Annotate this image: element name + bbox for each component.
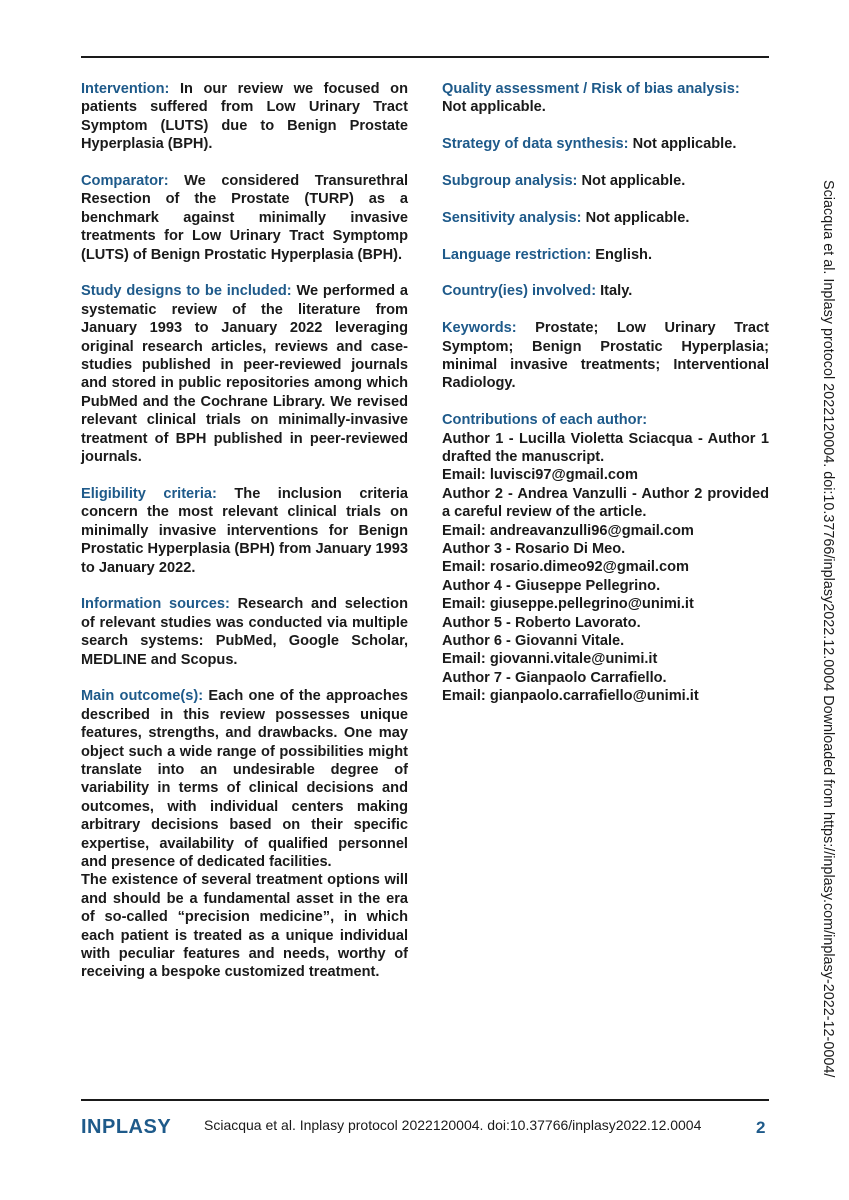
contributions-section [442, 411, 769, 706]
study-designs-text: We performed a systematic review of the literature from January 1993 to January 2022 leveraging original research articles, reviews and case-studies published in peer-reviewed journals and stored in public repositories among which PubMed and the Cochrane Library. We revised relevant clinical trials on minimally-invasive treatment of BPH published in peer-reviewed journals. [81, 283, 408, 466]
intervention-text: In our review we focused on patients suffered from Low Urinary Tract Symptom (LUTS) due to Benign Prostate Hyperplasia (BPH). [81, 81, 408, 153]
quality-label: Quality assessment / Risk of bias analysis: [442, 81, 740, 97]
language-text: English. [595, 246, 653, 263]
left-column [81, 80, 408, 982]
subgroup-section [442, 172, 769, 190]
language-label: Language restriction: [442, 246, 592, 263]
country-section [442, 282, 769, 300]
author-email: Email: giovanni.vitale@unimi.it [442, 651, 658, 668]
strategy-section [442, 135, 769, 153]
comparator-text: We considered Transurethral Resection of the Prostate (TURP) as a benchmark against minimally invasive treatments for Low Urinary Tract Symptomp (LUTS) of Benign Prostatic Hyperplasia (BPH). [81, 173, 408, 263]
language-section [442, 246, 769, 264]
author-email: Email: rosario.dimeo92@gmail.com [442, 559, 689, 576]
page-number: 2 [756, 1118, 766, 1137]
study-designs-section [81, 282, 408, 466]
country-label: Country(ies) involved: [442, 283, 597, 300]
header-rule [81, 56, 769, 58]
eligibility-label: Eligibility criteria: [81, 485, 217, 502]
author-line: Author 3 - Rosario Di Meo. [442, 541, 626, 558]
author-email: Email: andreavanzulli96@gmail.com [442, 522, 694, 539]
right-column [442, 80, 769, 706]
author-line: Author 2 - Andrea Vanzulli - Author 2 provided a careful review of the article. [442, 485, 769, 521]
intervention-label: Intervention: [81, 81, 170, 97]
author-line: Author 6 - Giovanni Vitale. [442, 633, 625, 650]
comparator-section [81, 172, 408, 264]
keywords-text: Prostate; Low Urinary Tract Symptom; Benign Prostatic Hyperplasia; minimal invasive treatments; Interventional Radiology. [442, 320, 769, 392]
sensitivity-label: Sensitivity analysis: [442, 209, 582, 226]
author-email: Email: giuseppe.pellegrino@unimi.it [442, 596, 694, 613]
keywords-label: Keywords: [442, 320, 517, 337]
side-download-notice [818, 180, 838, 1080]
strategy-text: Not applicable. [632, 136, 737, 153]
main-outcomes-continued: The existence of several treatment options will and should be a fundamental asset in the era of so-called “precision medicine”, in which each patient is treated as a unique individual with peculiar features and needs, worthy of receiving a bespoke customized treatment. [81, 872, 408, 981]
contributions-label: Contributions of each author: [442, 412, 648, 429]
eligibility-text: The inclusion criteria concern the most relevant clinical trials on minimally invasive interventions for Benign Prostatic Hyperplasia (BPH) from January 1993 to January 2022. [81, 485, 408, 576]
quality-text: Not applicable. [442, 99, 546, 116]
footer-brand: INPLASY [81, 1116, 172, 1138]
information-sources-text: Research and selection of relevant studies was conducted via multiple search systems: PubMed, Google Scholar, MEDLINE and Scopus. [81, 596, 408, 668]
main-outcomes-label: Main outcome(s): [81, 688, 204, 705]
main-outcomes-text: Each one of the approaches described in this review possesses unique features, strengths, and drawbacks. One may object such a wide range of possibilities might translate into an undesirable degree of variability in terms of clinical decisions and outcomes, with individual centers making arbitrary decisions based on their specific expertise, availability of qualified personnel and presence of dedicated facilities. [81, 688, 408, 870]
sensitivity-text: Not applicable. [585, 209, 690, 226]
subgroup-text: Not applicable. [581, 173, 686, 189]
intervention-section [81, 80, 408, 154]
strategy-label: Strategy of data synthesis: [442, 136, 629, 153]
sensitivity-section [442, 209, 769, 227]
keywords-section [442, 319, 769, 393]
main-outcomes-section [81, 687, 408, 871]
author-email: Email: gianpaolo.carrafiello@unimi.it [442, 688, 699, 705]
author-line: Author 5 - Roberto Lavorato. [442, 614, 641, 631]
information-sources-label: Information sources: [81, 596, 230, 613]
subgroup-label: Subgroup analysis: [442, 173, 578, 189]
country-text: Italy. [600, 283, 633, 300]
footer-rule [81, 1099, 769, 1101]
author-email: Email: luvisci97@gmail.com [442, 467, 638, 484]
eligibility-section [81, 485, 408, 577]
information-sources-section [81, 595, 408, 669]
quality-section [442, 80, 769, 117]
author-line: Author 7 - Gianpaolo Carrafiello. [442, 669, 667, 686]
footer-citation: Sciacqua et al. Inplasy protocol 2022120004. doi:10.37766/inplasy2022.12.0004 [204, 1117, 702, 1133]
side-download-text: Sciacqua et al. Inplasy protocol 2022120004. doi:10.37766/inplasy2022.12.0004 Downloaded from https://inplasy.com/inplasy-2022-12-0004/ [820, 180, 836, 1078]
author-line: Author 1 - Lucilla Violetta Sciacqua - Author 1 drafted the manuscript. [442, 430, 769, 466]
author-line: Author 4 - Giuseppe Pellegrino. [442, 577, 661, 594]
study-designs-label: Study designs to be included: [81, 283, 292, 300]
comparator-label: Comparator: [81, 173, 169, 190]
